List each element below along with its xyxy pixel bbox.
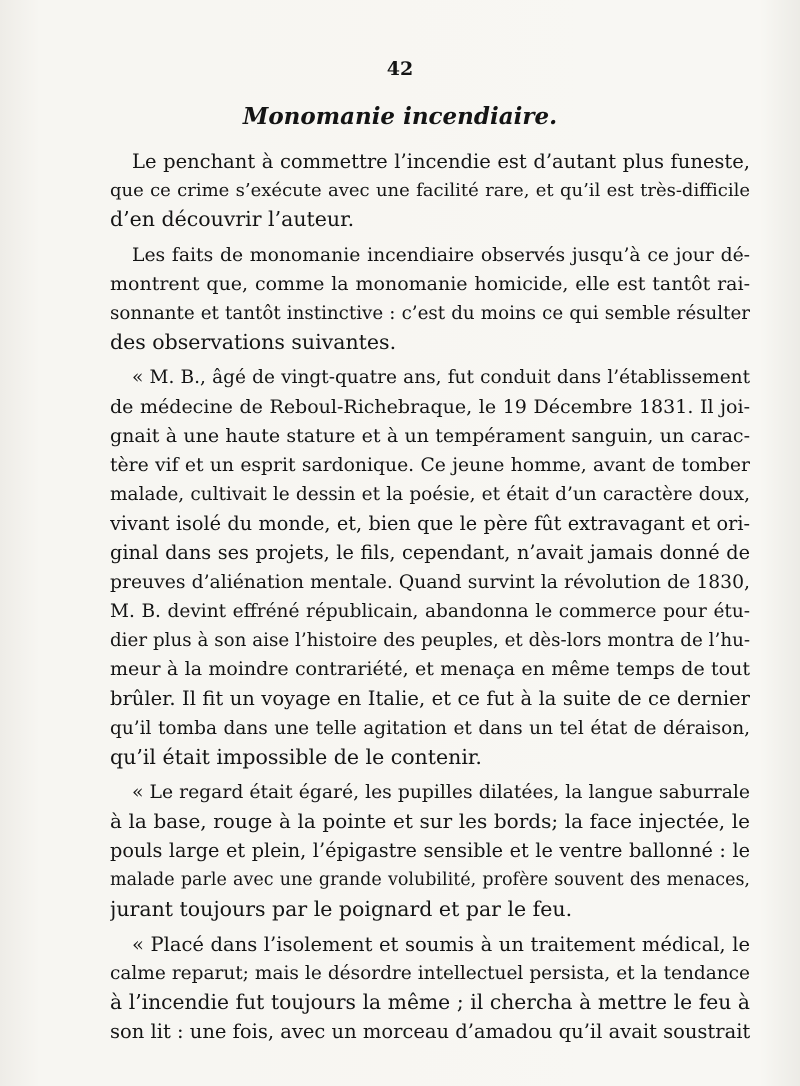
section-title: Monomanie incendiaire. bbox=[242, 103, 558, 130]
text-line: de médecine de Reboul-Richebraque, le 19 Décembre 1831. Il joi- bbox=[110, 395, 750, 418]
paragraph bbox=[110, 778, 750, 924]
text-line: Le penchant à commettre l’incendie est d’autant plus funeste, bbox=[132, 150, 750, 173]
text-line: à l’incendie fut toujours la même ; il chercha à mettre le feu à bbox=[110, 990, 750, 1015]
text-line: pouls large et plein, l’épigastre sensible et le ventre ballonné : le bbox=[110, 839, 750, 863]
text-line: que ce crime s’exécute avec une facilité rare, et qu’il est très-difficile bbox=[110, 180, 750, 202]
text-line: jurant toujours par le poignard et par le feu. bbox=[110, 896, 573, 921]
text-line: montrent que, comme la monomanie homicide, elle est tantôt rai- bbox=[110, 272, 750, 295]
text-line: preuves d’aliénation mentale. Quand survint la révolution de 1830, bbox=[110, 571, 750, 593]
text-line: à la base, rouge à la pointe et sur les bords; la face injectée, le bbox=[110, 809, 750, 834]
text-line: calme reparut; mais le désordre intellectuel persista, et la tendance bbox=[110, 963, 750, 985]
paragraph bbox=[110, 363, 750, 772]
text-line: des observations suivantes. bbox=[110, 330, 397, 355]
text-line: ginal dans ses projets, le fils, cependant, n’avait jamais donné de bbox=[110, 541, 750, 565]
text-line: malade, cultivait le dessin et la poésie, et était d’un caractère doux, bbox=[110, 484, 750, 506]
paragraph bbox=[110, 147, 750, 235]
text-line: meur à la moindre contrariété, et menaça en même temps de tout bbox=[110, 658, 750, 681]
text-line: Les faits de monomanie incendiaire observés jusqu’à ce jour dé- bbox=[132, 244, 750, 266]
text-line: qu’il était impossible de le contenir. bbox=[110, 744, 482, 769]
text-line: son lit : une fois, avec un morceau d’amadou qu’il avait soustrait bbox=[110, 1020, 750, 1044]
text-line: « M. B., âgé de vingt-quatre ans, fut conduit dans l’établissement bbox=[132, 367, 750, 389]
text-line: qu’il tomba dans une telle agitation et dans un tel état de déraison, bbox=[110, 717, 750, 739]
body-text bbox=[110, 147, 750, 1053]
text-line: « Le regard était égaré, les pupilles dilatées, la langue saburrale bbox=[132, 781, 750, 803]
text-line: brûler. Il fit un voyage en Italie, et ce fut à la suite de ce dernier bbox=[110, 687, 750, 711]
text-line: gnait à une haute stature et à un tempérament sanguin, un carac- bbox=[110, 424, 750, 447]
text-line: M. B. devint effréné républicain, abandonna le commerce pour étu- bbox=[110, 600, 750, 622]
paragraph bbox=[110, 241, 750, 358]
paragraph bbox=[110, 930, 750, 1047]
text-line: d’en découvrir l’auteur. bbox=[110, 207, 355, 232]
text-line: « Placé dans l’isolement et soumis à un traitement médical, le bbox=[132, 932, 750, 956]
text-line: dier plus à son aise l’histoire des peuples, et dès-lors montra de l’hu- bbox=[110, 630, 750, 651]
page-number: 42 bbox=[386, 58, 414, 80]
text-line: vivant isolé du monde, et, bien que le père fût extravagant et ori- bbox=[110, 512, 750, 536]
text-line: malade parle avec une grande volubilité, profère souvent des menaces, bbox=[110, 869, 750, 890]
text-line: tère vif et un esprit sardonique. Ce jeune homme, avant de tomber bbox=[110, 454, 750, 476]
text-line: sonnante et tantôt instinctive : c’est du moins ce qui semble résulter bbox=[110, 302, 750, 324]
